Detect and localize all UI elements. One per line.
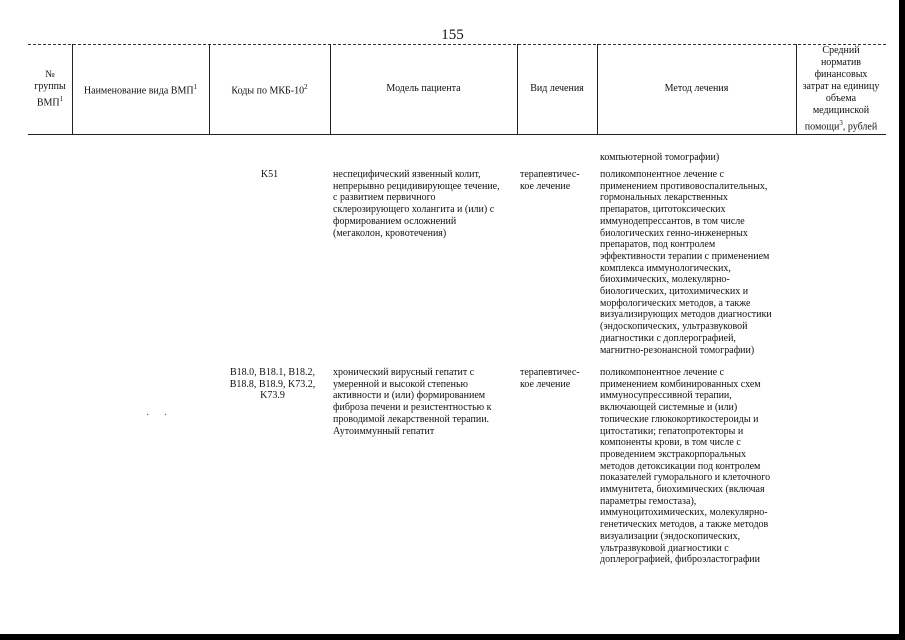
header-patient-model: Модель пациента bbox=[386, 83, 461, 94]
row-1-treatment-method: поликомпонентное лечение с применением противовоспалительных, гормональных лекарственных препаратов, цитотоксических иммунодепрессантов, в том числе биологических генно-инженерных препаратов, под контролем эффективности терапии с применением комплекса иммунологических, биохимических, молекулярно- биологических, цитохимических и морфологических методов, а также визуализирующих методов диагностики (эндоскопических, ультразвуковой диагностики с доплерографией, магнитно-резонансной томографии) bbox=[600, 169, 772, 356]
row-2-patient-model: хронический вирусный гепатит с умеренной и высокой степенью активности и (или) формированием фиброза печени и резистентностью к проводимой лекарственной терапии. Аутоиммунный гепатит bbox=[333, 367, 492, 437]
header-treatment-type: Вид лечения bbox=[530, 83, 584, 94]
row-1-icd-codes: K51 bbox=[260, 169, 279, 180]
row-2-treatment-method: поликомпонентное лечение с применением комбинированных схем иммуносупрессивной терапии, включающей системные и (или) топические глюкокортикостероиды и цитостатики; гепатопротекторы и компоненты крови, в том числе с проведением экстракорпоральных методов детоксикации под контролем показателей гуморального и клеточного иммунитета, биохимических (включая параметры гемостаза), иммуноцитохимических, молекулярно- генетических методов, а также методов визуализации (эндоскопических, ультразвуковой диагностики с доплерографией, фиброэластографии bbox=[600, 367, 771, 566]
header-bottom-rule bbox=[28, 134, 886, 135]
header-icd-codes: Коды по МКБ-$10^2$ bbox=[231, 82, 308, 97]
row-2-icd-codes: B18.0, B18.1, B18.2, B18.8, B18.9, K73.2, K73.9 bbox=[229, 367, 316, 402]
page-number: 155 bbox=[441, 27, 464, 43]
header-group-number: № группы ВМП$^1$ bbox=[34, 68, 66, 109]
row-2-treatment-type: терапевтичес- кое лечение bbox=[520, 367, 580, 390]
method-continuation: компьютерной томографии) bbox=[600, 152, 720, 163]
header-vmp-name: Наименование вида ВМП$^1$ bbox=[83, 82, 198, 97]
header-treatment-method: Метод лечения bbox=[664, 83, 729, 94]
scan-speck-marks: · · bbox=[146, 410, 174, 421]
row-1-patient-model: неспецифический язвенный колит, непрерывно рецидивирующее течение, с развитием первичного склерозирующего холангита и (или) с формированием осложнений (мегаколон, кровотечения) bbox=[333, 169, 500, 239]
row-1-treatment-type: терапевтичес- кое лечение bbox=[520, 169, 580, 192]
header-average-cost: Средний норматив финансовых затрат на единицу объема медицинской помощи$^3$, рублей bbox=[802, 44, 880, 133]
